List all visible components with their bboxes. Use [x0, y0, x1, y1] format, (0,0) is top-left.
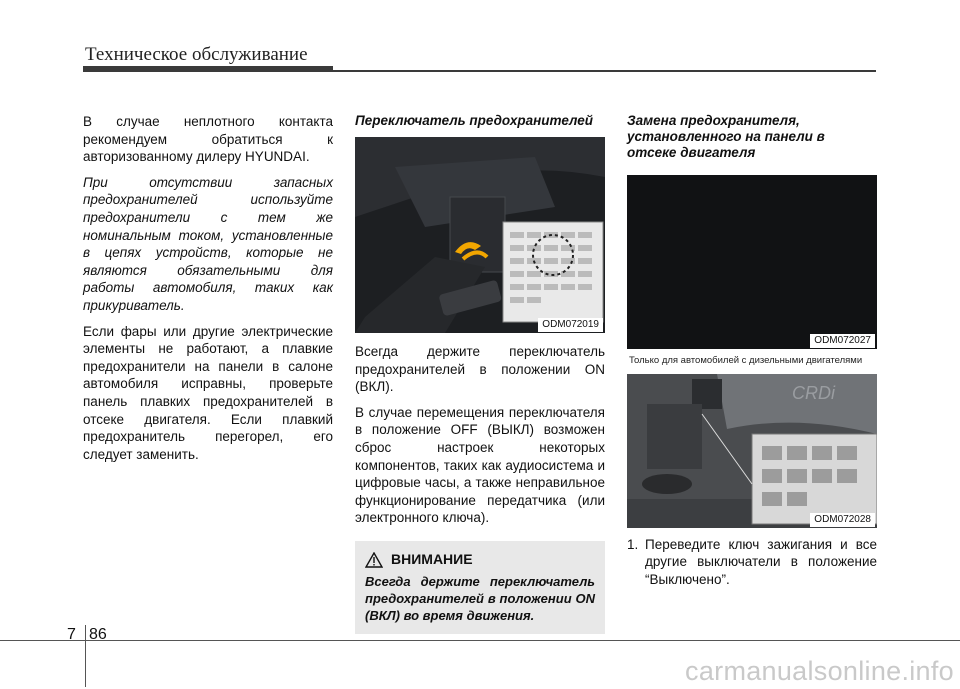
engine-fuse-photo-1 — [627, 175, 877, 349]
engine-bay-illustration — [627, 374, 877, 528]
footer-rule — [0, 640, 960, 641]
fuse-switch-photo — [355, 137, 605, 333]
chapter-number: 7 — [67, 626, 76, 643]
step-1-text: Переведите ключ зажигания и все другие выключатели в положение “Выключено”. — [645, 536, 877, 587]
paragraph-contact: В случае неплотного контакта рекомендуем обратиться к авторизованному дилеру HYUNDAI. — [83, 114, 333, 165]
column-middle — [355, 113, 605, 634]
footer-divider — [85, 625, 86, 687]
step-1 — [627, 536, 877, 589]
section-heading-engine-fuse: Замена предохранителя, установленного на панели в отсеке двигателя — [627, 113, 825, 160]
paragraph-check-panel: Если фары или другие электрические элементы не работают, а плавкие предохранители на панели в салоне автомобиля исправны, проверьте панель плавких предохранителей в отсеке двигателя. Если плавкий предохранитель перегорел, его следует заменить. — [83, 323, 333, 462]
svg-text:CRDi: CRDi — [792, 382, 835, 403]
header-rule — [333, 70, 876, 72]
paragraph-keep-on: Всегда держите переключатель предохранителей в положении ON (ВКЛ). — [355, 344, 605, 395]
warning-title-row — [365, 551, 595, 569]
watermark: carmanualsonline.info — [685, 656, 954, 686]
engine-fuse-photo-2 — [627, 374, 877, 528]
warning-title: ВНИМАНИЕ — [391, 550, 473, 567]
column-right — [627, 113, 877, 588]
column-left — [83, 113, 333, 471]
paragraph-off-effects: В случае перемещения переключателя в положение OFF (ВЫКЛ) возможен сброс настроек некоторых компонентов, таких как аудиосистема и цифровые часы, а также неправильное функционирование передатчика (или электронного ключа). — [355, 404, 605, 526]
warning-triangle-icon — [365, 552, 383, 568]
warning-text: Всегда держите переключатель предохранителей в положении ON (ВКЛ) во время движения. — [365, 573, 595, 623]
paragraph-spare-fuses: При отсутствии запасных предохранителей используйте предохранители с тем же номинальным током, установленные в цепях устройств, которые не являются обязательными для работы автомобиля, таких как прикуриватель. — [83, 174, 333, 313]
page-number: 86 — [89, 626, 107, 643]
image-code-odm072019: ODM072019 — [538, 318, 603, 332]
step-1-number: 1. — [627, 536, 639, 552]
page-header-title: Техническое обслуживание — [85, 44, 308, 65]
header-bar — [83, 66, 333, 72]
image-code-odm072027: ODM072027 — [810, 334, 875, 348]
diesel-only-caption: Только для автомобилей с дизельными двигателями — [629, 355, 863, 366]
section-heading-fuse-switch: Переключатель предохранителей — [355, 113, 593, 128]
fuse-switch-illustration — [355, 137, 605, 333]
warning-box — [355, 541, 605, 634]
image-code-odm072028: ODM072028 — [810, 513, 875, 527]
